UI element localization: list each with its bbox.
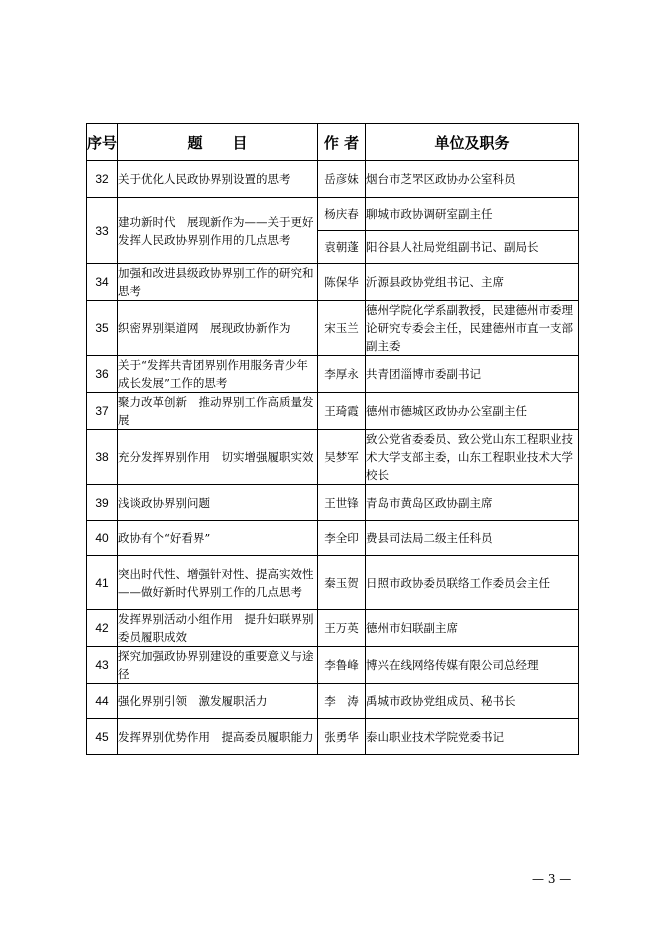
row-number: 36	[87, 356, 118, 393]
table-row	[87, 198, 579, 231]
table-row	[87, 264, 579, 301]
article-title: 织密界别渠道网 展现政协新作为	[118, 301, 318, 356]
author-name: 王琦霞	[318, 393, 366, 430]
author-name: 李鲁峰	[318, 647, 366, 684]
author-name: 袁朝蓬	[318, 231, 366, 264]
row-number: 41	[87, 556, 118, 610]
row-number: 43	[87, 647, 118, 684]
article-title: 聚力改革创新 推动界别工作高质量发展	[118, 393, 318, 430]
table-row	[87, 301, 579, 356]
author-unit: 日照市政协委员联络工作委员会主任	[366, 556, 579, 610]
table-header-row	[87, 124, 579, 161]
author-name: 吴梦军	[318, 430, 366, 485]
header-title: 题 目	[118, 124, 318, 161]
header-number: 序号	[87, 124, 118, 161]
author-unit: 沂源县政协党组书记、主席	[366, 264, 579, 301]
article-title: 充分发挥界别作用 切实增强履职实效	[118, 430, 318, 485]
page-number: — 3 —	[532, 872, 572, 886]
row-number: 37	[87, 393, 118, 430]
author-unit: 聊城市政协调研室副主任	[366, 198, 579, 231]
author-name: 宋玉兰	[318, 301, 366, 356]
author-unit: 烟台市芝罘区政协办公室科员	[366, 161, 579, 198]
article-title: 强化界别引领 激发履职活力	[118, 684, 318, 719]
table-row	[87, 647, 579, 684]
article-table	[86, 123, 579, 755]
author-name: 李 涛	[318, 684, 366, 719]
row-number: 34	[87, 264, 118, 301]
article-title: 关于优化人民政协界别设置的思考	[118, 161, 318, 198]
author-unit: 德州学院化学系副教授，民建德州市委理论研究专委会主任，民建德州市直一支部副主委	[366, 301, 579, 356]
author-unit: 德州市妇联副主席	[366, 610, 579, 647]
table-row	[87, 556, 579, 610]
table-row	[87, 521, 579, 556]
row-number: 35	[87, 301, 118, 356]
article-title: 建功新时代 展现新作为——关于更好发挥人民政协界别作用的几点思考	[118, 198, 318, 264]
article-title: 浅谈政协界别问题	[118, 485, 318, 521]
table-row	[87, 430, 579, 485]
author-unit: 费县司法局二级主任科员	[366, 521, 579, 556]
row-number: 40	[87, 521, 118, 556]
article-title: 政协有个“好看界”	[118, 521, 318, 556]
row-number: 33	[87, 198, 118, 264]
header-author: 作 者	[318, 124, 366, 161]
table-body	[87, 161, 579, 755]
header-unit: 单位及职务	[366, 124, 579, 161]
article-title: 突出时代性、增强针对性、提高实效性——做好新时代界别工作的几点思考	[118, 556, 318, 610]
article-title: 关于“发挥共青团界别作用服务青少年成长发展”工作的思考	[118, 356, 318, 393]
table-row	[87, 393, 579, 430]
row-number: 45	[87, 719, 118, 755]
row-number: 44	[87, 684, 118, 719]
author-name: 岳彦妹	[318, 161, 366, 198]
table-row	[87, 161, 579, 198]
table-row	[87, 610, 579, 647]
table-row	[87, 485, 579, 521]
author-name: 陈保华	[318, 264, 366, 301]
table-row	[87, 684, 579, 719]
author-unit: 德州市德城区政协办公室副主任	[366, 393, 579, 430]
row-number: 39	[87, 485, 118, 521]
row-number: 32	[87, 161, 118, 198]
article-title: 发挥界别活动小组作用 提升妇联界别委员履职成效	[118, 610, 318, 647]
author-unit: 致公党省委委员、致公党山东工程职业技术大学支部主委，山东工程职业技术大学校长	[366, 430, 579, 485]
author-name: 张勇华	[318, 719, 366, 755]
author-name: 李厚永	[318, 356, 366, 393]
article-title: 探究加强政协界别建设的重要意义与途径	[118, 647, 318, 684]
author-name: 秦玉贺	[318, 556, 366, 610]
author-name: 王万英	[318, 610, 366, 647]
row-number: 42	[87, 610, 118, 647]
author-unit: 青岛市黄岛区政协副主席	[366, 485, 579, 521]
author-unit: 阳谷县人社局党组副书记、副局长	[366, 231, 579, 264]
author-unit: 共青团淄博市委副书记	[366, 356, 579, 393]
author-name: 王世锋	[318, 485, 366, 521]
author-unit: 泰山职业技术学院党委书记	[366, 719, 579, 755]
article-title: 加强和改进县级政协界别工作的研究和思考	[118, 264, 318, 301]
row-number: 38	[87, 430, 118, 485]
author-unit: 禹城市政协党组成员、秘书长	[366, 684, 579, 719]
article-title: 发挥界别优势作用 提高委员履职能力	[118, 719, 318, 755]
author-name: 李全印	[318, 521, 366, 556]
author-name: 杨庆春	[318, 198, 366, 231]
table-row	[87, 356, 579, 393]
table-row	[87, 719, 579, 755]
author-unit: 博兴在线网络传媒有限公司总经理	[366, 647, 579, 684]
